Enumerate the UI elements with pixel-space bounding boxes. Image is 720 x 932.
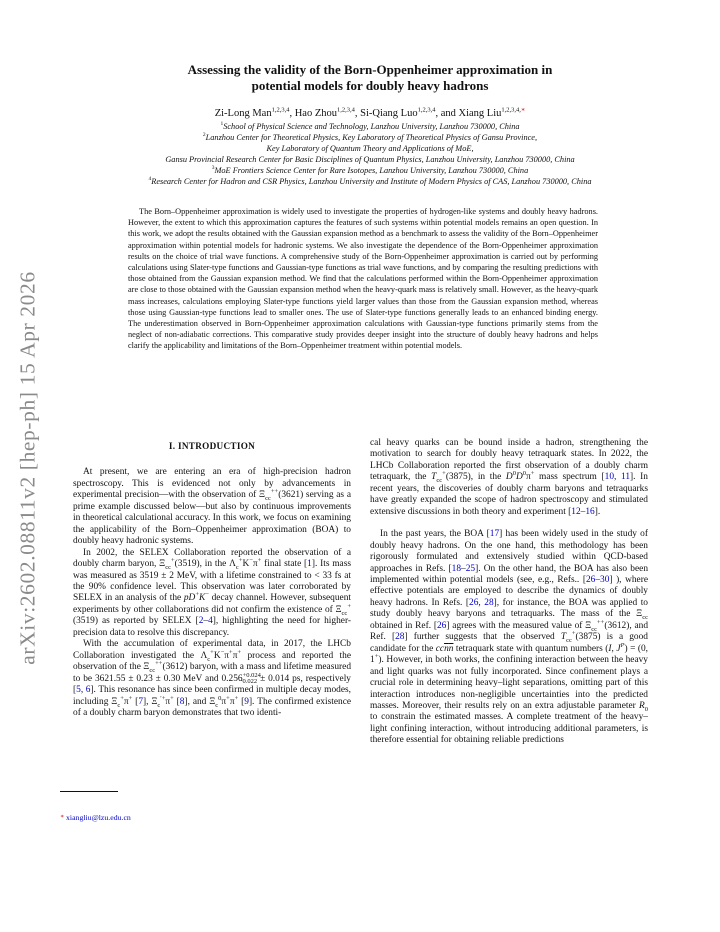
section-heading-introduction: I. INTRODUCTION (168, 441, 256, 451)
author-affiliation-mark: 1,2,3,4 (337, 106, 355, 114)
affiliation-line: $^1$School of Physical Science and Technology, Lanzhou University, Lanzhou 730000, China (220, 121, 520, 131)
affiliation-list (70, 121, 670, 187)
author-name: Xiang Liu (458, 108, 502, 119)
abstract: The Born–Oppenheimer approximation is widely used to investigate the properties of hydrogen-like systems and doubly heavy hadrons. However, the extent to which this approximation captures the features of such systems within potential models remains an open question. In this work, we adopt the results obtained with the Gaussian expansion method as a benchmark to assess the validity of the Born–Oppenheimer approximation within potential models for hadronic systems. We also investigate the dependence of the Born-Oppenheimer approximation results on the choice of trial wave functions. A comprehensive study of the Born-Oppenheimer approximation is carried out by performing calculations using Slater-type functions and Gaussian-type functions as trial wave functions, and by comparing the resulting predictions with those obtained from the Gaussian expansion method. We find that the calculations performed within the Born-Oppenheimer approximation are close to those obtained with the Gaussian expansion method when the heavy-quark mass is relatively small. However, as the heavy-quark mass increases, calculations employing Slater-type functions yield larger values than those from the Gaussian expansion method, whereas those using Gaussian-type functions lead to smaller ones. The use of Slater-type functions generally leads to an enhanced binding energy. The underestimation observed in Born-Oppenheimer approximation calculations with Gaussian-type functions primarily stems from the neglect of non-adiabatic corrections. This comparative study provides deeper insight into the structure of doubly heavy hadrons and helps clarify the applicability and limitations of the Born–Oppenheimer treatment within potential models. (128, 207, 598, 351)
author-name: Zi-Long Man (214, 108, 272, 119)
paper-title-line-1: Assessing the validity of the Born-Oppenheimer approximation in (187, 62, 553, 77)
body-column-right (370, 438, 648, 747)
affiliation-line: $^3$MoE Frontiers Science Center for Rare Isotopes, Lanzhou University, Lanzhou 730000, China (211, 165, 529, 175)
paragraph: cal heavy quarks can be bound inside a hadron, strengthening the motivation to search for doubly heavy tetraquark states. In 2022, the LHCb Collaboration reported the first observation of a doubly charm tetraquark, the $T_{cc}^+(3875)$, in the $D^0D^0\pi^+$ mass spectrum [10, 11]. In recent years, the discoveries of doubly charm baryons and tetraquarks have greatly expanded the scope of hadron spectroscopy and stimulated extensive discussions in both theory and experiment [12–16]. (370, 438, 648, 517)
paragraph: At present, we are entering an era of high-precision hadron spectroscopy. This is evidenced not only by advancements in experimental precision—with the observation of $\Xi_{cc}^{++}(3621)$ serving as a prime example discussed below—but also by continuous improvements in theoretical calculational accuracy. In this work, we focus on examining the applicability of the Born–Oppenheimer approximation (BOA) to doubly heavy hadronic systems. (73, 467, 351, 547)
affiliation-line: Key Laboratory of Quantum Theory and Applications of MoE, (266, 144, 474, 153)
affiliation-line: Gansu Provincial Research Center for Basic Disciplines of Quantum Physics, Lanzhou University, Lanzhou 730000, China (165, 155, 575, 164)
paper-title-line-2: potential models for doubly heavy hadrons (251, 78, 489, 93)
paragraph: In the past years, the BOA [17] has been widely used in the study of doubly heavy hadrons. On the one hand, this methodology has been rigorously formulated and extensively studied within QCD-based approaches in Refs. [18–25]. On the other hand, the BOA has also been implemented within potential models (see, e.g., Refs.. [26–30] ), where effective potentials are employed to describe the dynamics of doubly heavy hadrons. In Refs. [26, 28], for instance, the BOA was applied to study doubly heavy baryons and tetraquarks. The mass of the $\Xi_{cc}$ obtained in Ref. [26] agrees with the measured value of $\Xi_{cc}^{++}(3612)$, and Ref. [28] further suggests that the observed $T_{cc}^+(3875)$ is a good candidate for the $cc\overline{n}\overline{n}$ tetraquark state with quantum numbers (I, $J^P) = (0$, 1+). However, in both works, the confining interaction between the heavy and light quarks was not fully incorporated. Since confinement plays a crucial role in determining heavy–light separations, omitting part of this interaction introduces non-negligible uncertainties into the predicted masses. Moreover, their results rely on an extra adjustable parameter $R_0$ to constrain the estimated masses. A complete treatment of the heavy–light confining interaction, without introducing additional parameters, is therefore essential for obtaining reliable predictions (370, 529, 649, 746)
affiliation-line: $^4$Research Center for Hadron and CSR Physics, Lanzhou University and Institute of Modern Physics of CAS, Lanzhou 730000, China (148, 176, 592, 186)
author-name: Hao Zhou (294, 108, 337, 119)
footnote-mark: ∗ (60, 814, 65, 820)
author-affiliation-mark: 1,2,3,4 (271, 106, 290, 114)
footnote-divider (60, 791, 118, 792)
paragraph: In 2002, the SELEX Collaboration reported the observation of a doubly charm baryon, $\Xi_{cc}^+(3519)$, in the $\Lambda_c^+K^-\pi^+$ final state [1]. Its mass was measured as 3519 ± 2 MeV, with a lifetime constrained to < 33 fs at the 90% confidence level. This observation was later corroborated by SELEX in an analysis of the pD+K− decay channel. However, subsequent experiments by other collaborations did not confirm the existence of $\Xi_{cc}^+(3519)$ as reported by SELEX [2–4], highlighting the need for higher-precision data to resolve this discrepancy. (73, 547, 351, 638)
arxiv-identifier-text: arXiv:2602.08811v2 [hep-ph] 15 Apr 2026 (15, 271, 40, 665)
body-column-left (73, 438, 351, 719)
footnote (60, 813, 131, 822)
author-affiliation-mark: 1,2,3,4 (417, 106, 436, 114)
corresponding-author-mark[interactable]: ∗ (520, 106, 526, 114)
paragraph: With the accumulation of experimental data, in 2017, the LHCb Collaboration investigated the $\Lambda_c^+K^-\pi^+\pi^+$ process and reported the observation of the $\Xi_{cc}^{++}(3612)$ baryon, with a mass and lifetime measured to be 3621.55 ± 0.23 ± 0.30 MeV and $0.256^{+0.024}_{-0.022} \pm 0.014$ ps, respectively [5, 6]. This resonance has since been confirmed in multiple decay modes, including $\Xi_c^+\pi^+$ [7], $\Xi_c^{'+}\pi^+$ [8], and $\Xi_c^0\pi^+\pi^+$ [9]. The confirmed existence of a doubly charm baryon demonstrates that two identi- (73, 639, 352, 718)
author-list: Zi-Long Man$^{1,2,3,4}$, Hao Zhou$^{1,2,3,4}$, Si-Qiang Luo$^{1,2,3,4}$, and Xiang Liu$^{1,2,3,4,∗}$ (214, 106, 526, 119)
author-name: Si-Qiang Luo (360, 108, 418, 119)
corresponding-author-email-link[interactable]: xiangliu@lzu.edu.cn (66, 813, 131, 822)
arxiv-identifier-stamp (10, 0, 46, 932)
paper-title (110, 62, 630, 94)
affiliation-line: $^2$Lanzhou Center for Theoretical Physics, Key Laboratory of Theoretical Physics of Gansu Province, (202, 132, 538, 142)
author-affiliation-mark: 1,2,3,4, (501, 106, 521, 114)
